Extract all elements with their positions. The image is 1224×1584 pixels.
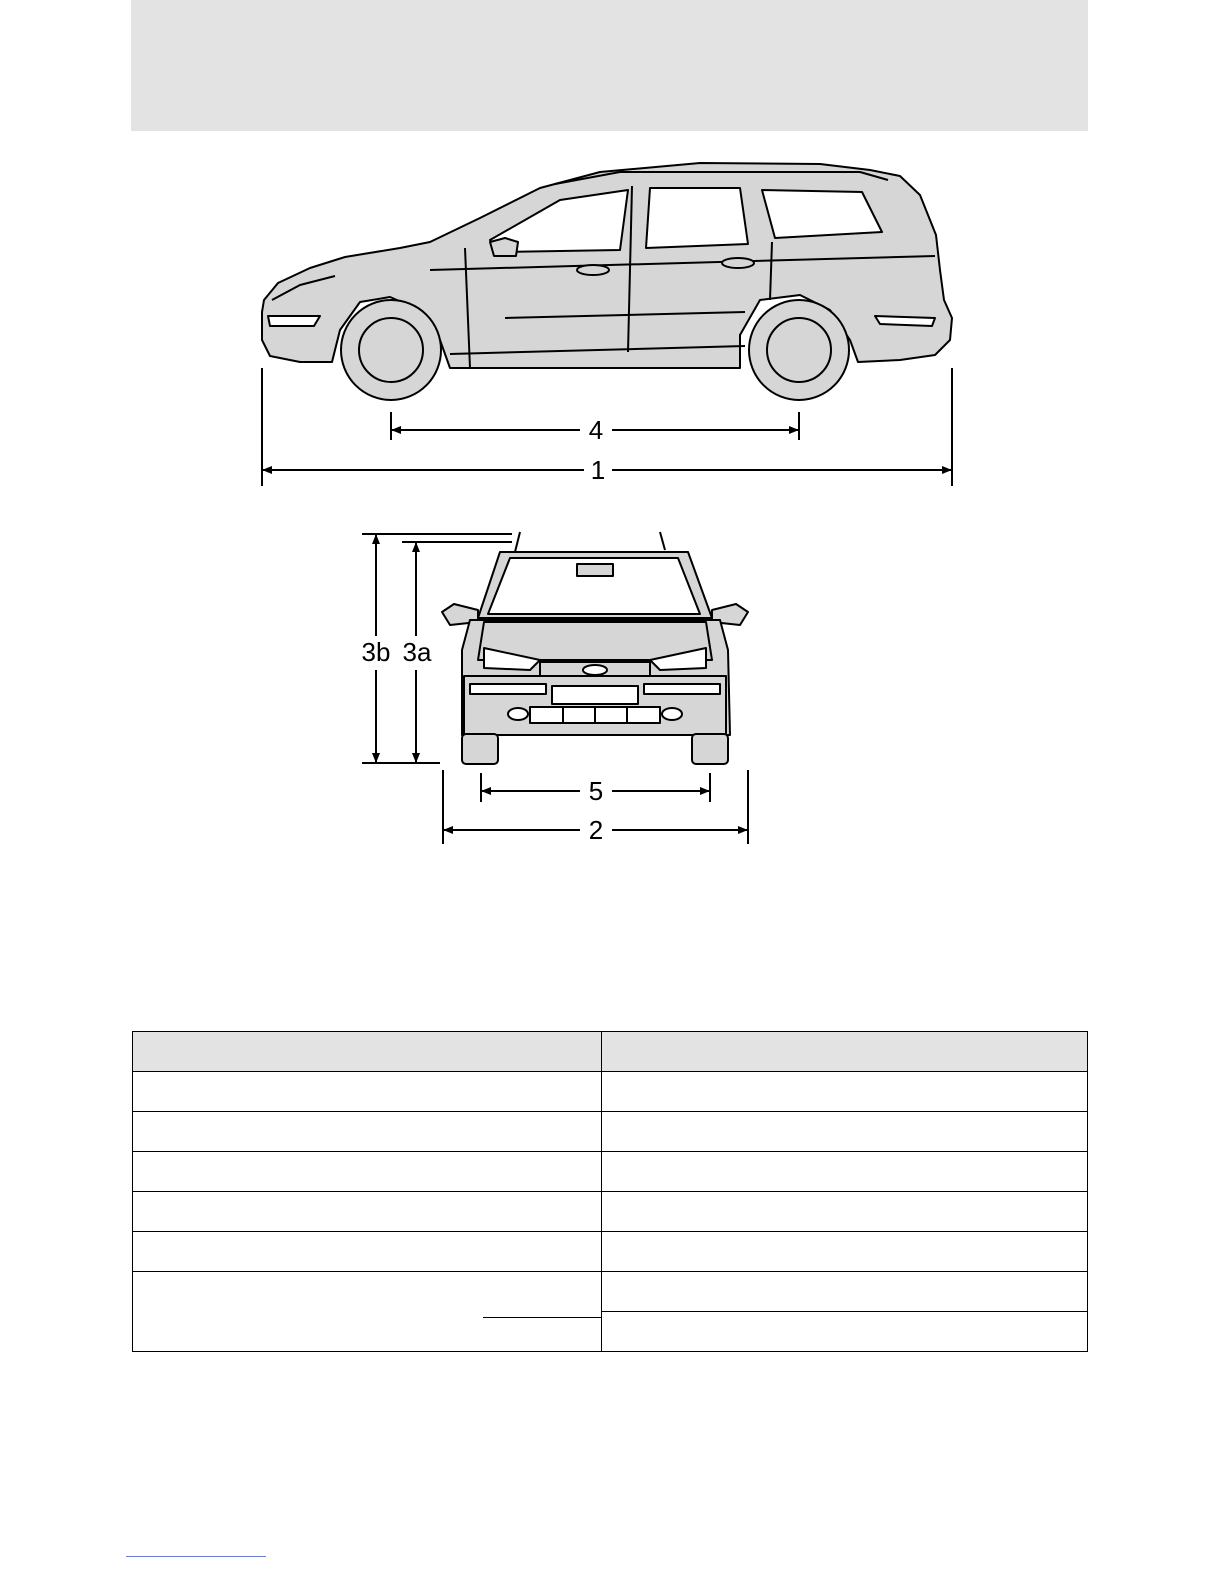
table-row xyxy=(133,1312,1088,1352)
car-front-tire-left xyxy=(462,734,498,764)
car-side-window-quarter xyxy=(762,190,882,238)
table-cell xyxy=(133,1112,602,1152)
table-cell xyxy=(602,1152,1088,1192)
table-cell xyxy=(602,1072,1088,1112)
table-cell xyxy=(133,1192,602,1232)
table-header-cell xyxy=(133,1032,602,1072)
dim-label-height-b: 3b xyxy=(361,637,391,667)
car-side-mirror xyxy=(490,238,518,256)
table-row xyxy=(133,1112,1088,1152)
car-front-view xyxy=(442,532,748,764)
table-cell xyxy=(602,1312,1088,1352)
table-cell xyxy=(133,1152,602,1192)
table-header-row xyxy=(133,1032,1088,1072)
table-cell xyxy=(133,1072,602,1112)
dim-label-height-a: 3a xyxy=(402,637,432,667)
dim-label-wheelbase: 4 xyxy=(588,415,604,445)
dim-label-track: 5 xyxy=(588,776,604,806)
car-front-tire-right xyxy=(692,734,728,764)
car-side-view xyxy=(262,163,952,400)
table-header-cell xyxy=(602,1032,1088,1072)
table-row xyxy=(133,1152,1088,1192)
table-cell xyxy=(133,1272,602,1312)
table-cell xyxy=(602,1112,1088,1152)
car-front-license-plate xyxy=(552,686,638,704)
dim-label-length: 1 xyxy=(590,455,606,485)
table-cell xyxy=(133,1232,602,1272)
car-side-window-rear xyxy=(646,188,748,248)
table-row xyxy=(133,1192,1088,1232)
table-cell xyxy=(602,1272,1088,1312)
table-row xyxy=(133,1272,1088,1312)
table-row xyxy=(133,1072,1088,1112)
dim-label-width: 2 xyxy=(588,815,604,845)
table-partial-divider xyxy=(483,1317,601,1318)
table-row xyxy=(133,1232,1088,1272)
table-cell xyxy=(602,1232,1088,1272)
footer-link-underline[interactable] xyxy=(126,1556,266,1557)
car-front-badge xyxy=(583,665,607,675)
dimensions-table xyxy=(132,1031,1088,1352)
table-cell xyxy=(602,1192,1088,1232)
